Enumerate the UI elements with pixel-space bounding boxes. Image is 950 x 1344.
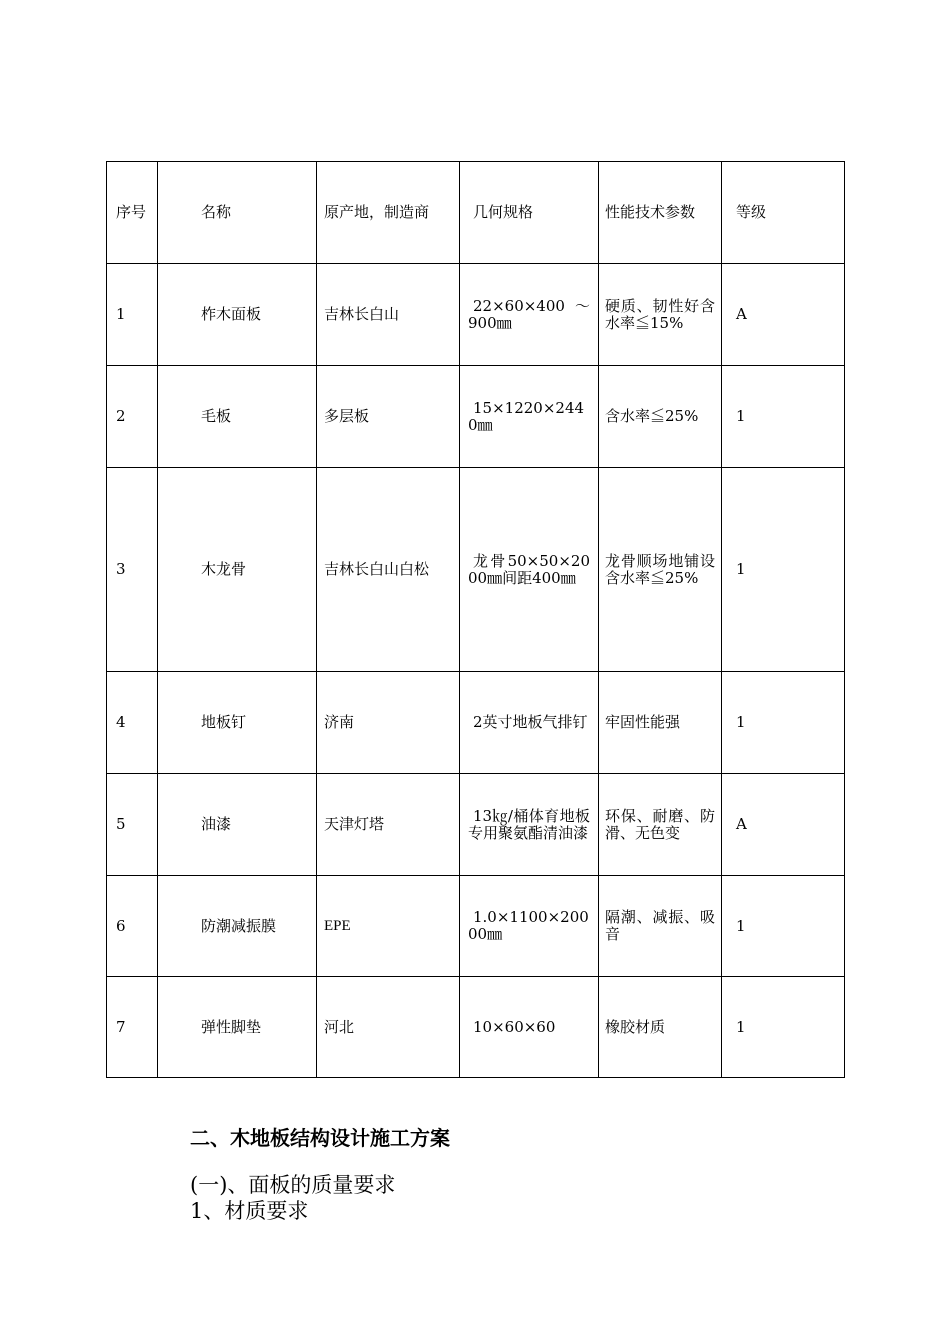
cell-perf-text: 硬质、韧性好含水率≦15%	[605, 296, 715, 332]
cell-spec-text: 10×60×60	[473, 1017, 556, 1036]
cell-origin: 天津灯塔	[317, 774, 460, 876]
cell-grade: 1	[722, 366, 845, 468]
cell-grade: A	[722, 264, 845, 366]
cell-name: 木龙骨	[158, 468, 317, 672]
cell-name: 油漆	[158, 774, 317, 876]
cell-spec	[460, 672, 599, 774]
cell-name: 柞木面板	[158, 264, 317, 366]
cell-origin: 济南	[317, 672, 460, 774]
cell-name: 弹性脚垫	[158, 977, 317, 1078]
header-cell: 原产地，制造商	[317, 162, 460, 264]
cell-perf	[599, 876, 722, 977]
cell-origin: 多层板	[317, 366, 460, 468]
cell-perf-text: 隔潮、减振、吸音	[605, 908, 715, 943]
header-cell: 名称	[158, 162, 317, 264]
cell-perf-text: 含水率≦25%	[605, 407, 699, 425]
subsection-title: (一)、面板的质量要求	[190, 1173, 396, 1197]
subsection-item: 1、材质要求	[190, 1199, 309, 1223]
cell-spec-text: 2英寸地板气排钉	[473, 713, 588, 731]
table-row	[107, 366, 845, 468]
cell-grade: 1	[722, 672, 845, 774]
cell-no: 5	[107, 774, 158, 876]
cell-spec	[460, 774, 599, 876]
table-row	[107, 264, 845, 366]
cell-perf	[599, 774, 722, 876]
cell-grade: 1	[722, 977, 845, 1078]
cell-no: 6	[107, 876, 158, 977]
cell-grade: A	[722, 774, 845, 876]
cell-perf	[599, 672, 722, 774]
table-row	[107, 468, 845, 672]
material-spec-table	[106, 161, 845, 1078]
table-row	[107, 672, 845, 774]
cell-name: 防潮减振膜	[158, 876, 317, 977]
cell-name: 毛板	[158, 366, 317, 468]
cell-spec	[460, 264, 599, 366]
cell-spec-text: 13㎏/桶体育地板专用聚氨酯清油漆	[468, 806, 590, 842]
cell-spec-text: 15×1220×2440㎜	[468, 398, 585, 434]
cell-no: 7	[107, 977, 158, 1078]
cell-perf-text: 牢固性能强	[605, 713, 681, 731]
cell-perf	[599, 468, 722, 672]
cell-perf-text: 环保、耐磨、防滑、无色变	[605, 806, 715, 842]
cell-spec	[460, 876, 599, 977]
header-cell: 几何规格	[460, 162, 599, 264]
cell-origin: 吉林长白山白松	[317, 468, 460, 672]
cell-perf	[599, 977, 722, 1078]
cell-origin: 河北	[317, 977, 460, 1078]
table-row	[107, 876, 845, 977]
cell-no: 3	[107, 468, 158, 672]
cell-perf-text: 龙骨顺场地铺设含水率≦25%	[605, 551, 715, 587]
header-cell: 性能技术参数	[599, 162, 722, 264]
cell-origin: 吉林长白山	[317, 264, 460, 366]
cell-perf	[599, 264, 722, 366]
cell-spec	[460, 468, 599, 672]
table-row	[107, 977, 845, 1078]
header-cell: 序号	[107, 162, 158, 264]
cell-grade: 1	[722, 876, 845, 977]
cell-no: 2	[107, 366, 158, 468]
table-header-row	[107, 162, 845, 264]
cell-grade: 1	[722, 468, 845, 672]
cell-no: 1	[107, 264, 158, 366]
cell-spec	[460, 977, 599, 1078]
cell-origin: EPE	[317, 876, 460, 977]
cell-perf-text: 橡胶材质	[605, 1017, 666, 1036]
cell-perf	[599, 366, 722, 468]
table-row	[107, 774, 845, 876]
cell-spec-text: 22×60×400 ～900㎜	[468, 296, 590, 332]
cell-no: 4	[107, 672, 158, 774]
cell-name: 地板钉	[158, 672, 317, 774]
cell-spec-text: 龙骨50×50×2000㎜间距400㎜	[468, 551, 590, 587]
cell-spec	[460, 366, 599, 468]
header-cell: 等级	[722, 162, 845, 264]
cell-spec-text: 1.0×1100×20000㎜	[468, 908, 589, 943]
section-heading: 二、木地板结构设计施工方案	[190, 1126, 450, 1150]
